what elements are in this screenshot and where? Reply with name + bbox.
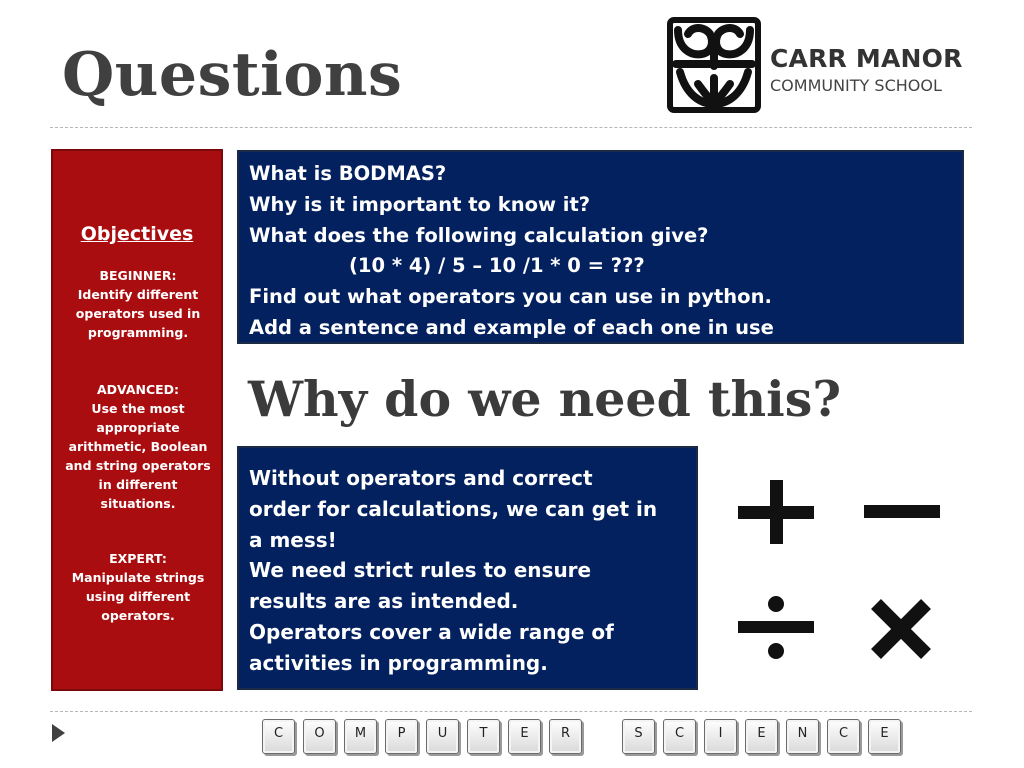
objective-advanced (59, 380, 217, 513)
keycap: P (385, 719, 418, 754)
keycap: E (745, 719, 778, 754)
keycap: T (467, 719, 500, 754)
keyboard-word-science (622, 719, 909, 759)
answer-line: order for calculations, we can get in (249, 496, 658, 521)
objectives-heading: Objectives (80, 223, 194, 245)
school-logo (664, 14, 974, 116)
questions-panel (237, 150, 964, 344)
keycap: O (303, 719, 336, 754)
objective-label: EXPERT: (109, 551, 167, 566)
objective-beginner (59, 266, 217, 342)
objective-line: Manipulate strings (71, 570, 205, 585)
objective-line: arithmetic, Boolean (68, 439, 208, 454)
play-arrow-icon (52, 724, 65, 742)
keycap: U (426, 719, 459, 754)
answer-line: Without operators and correct (249, 466, 593, 490)
objective-line: programming. (87, 325, 189, 340)
objective-line: and string operators (65, 458, 211, 473)
objective-line: using different (85, 589, 191, 604)
objective-label: BEGINNER: (99, 268, 177, 283)
question-line: Add a sentence and example of each one in use (249, 315, 774, 339)
keycap: S (622, 719, 655, 754)
keyboard-word-computer (262, 719, 590, 759)
answer-line: results are as intended. (249, 589, 519, 614)
question-line: What is BODMAS? (249, 162, 447, 185)
keycap: C (262, 719, 295, 754)
objective-line: in different (98, 477, 178, 492)
answer-line: Operators cover a wide range of (249, 619, 614, 644)
question-line: What does the following calculation give? (249, 223, 709, 247)
keycap: M (344, 719, 377, 754)
objective-line: Use the most (91, 401, 185, 416)
answer-line: We need strict rules to ensure (249, 558, 592, 583)
keycap: C (827, 719, 860, 754)
keycap: E (868, 719, 901, 754)
page-title: Questions (62, 40, 403, 110)
logo-subtitle: COMMUNITY SCHOOL (770, 76, 942, 95)
divide-icon (738, 596, 814, 659)
question-line: Why is it important to know it? (249, 192, 591, 216)
answer-line: activities in programming. (249, 650, 548, 675)
question-line: Find out what operators you can use in python. (249, 285, 772, 309)
keycap: E (508, 719, 541, 754)
logo-name: CARR MANOR (770, 44, 963, 73)
objective-line: operators used in (75, 306, 201, 321)
owl-logo-icon (664, 14, 764, 116)
keycap: C (663, 719, 696, 754)
answer-panel (237, 446, 698, 690)
why-heading: Why do we need this? (248, 370, 842, 428)
minus-icon (864, 505, 940, 518)
keycap: R (549, 719, 582, 754)
keycap: I (704, 719, 737, 754)
divider-top (50, 127, 972, 128)
objective-line: situations. (100, 496, 176, 511)
objectives-panel (51, 149, 223, 691)
plus-icon (738, 480, 814, 544)
objective-line: operators. (101, 608, 175, 623)
objective-line: appropriate (96, 420, 180, 435)
operator-symbols (730, 478, 950, 668)
objective-expert (59, 549, 217, 625)
objective-line: Identify different (77, 287, 199, 302)
multiply-icon (876, 604, 926, 654)
keycap: N (786, 719, 819, 754)
answer-line: a mess! (249, 527, 337, 552)
calculation-line: (10 * 4) / 5 – 10 /1 * 0 = ??? (349, 254, 645, 278)
divider-bottom (50, 711, 972, 712)
objective-label: ADVANCED: (96, 382, 180, 397)
